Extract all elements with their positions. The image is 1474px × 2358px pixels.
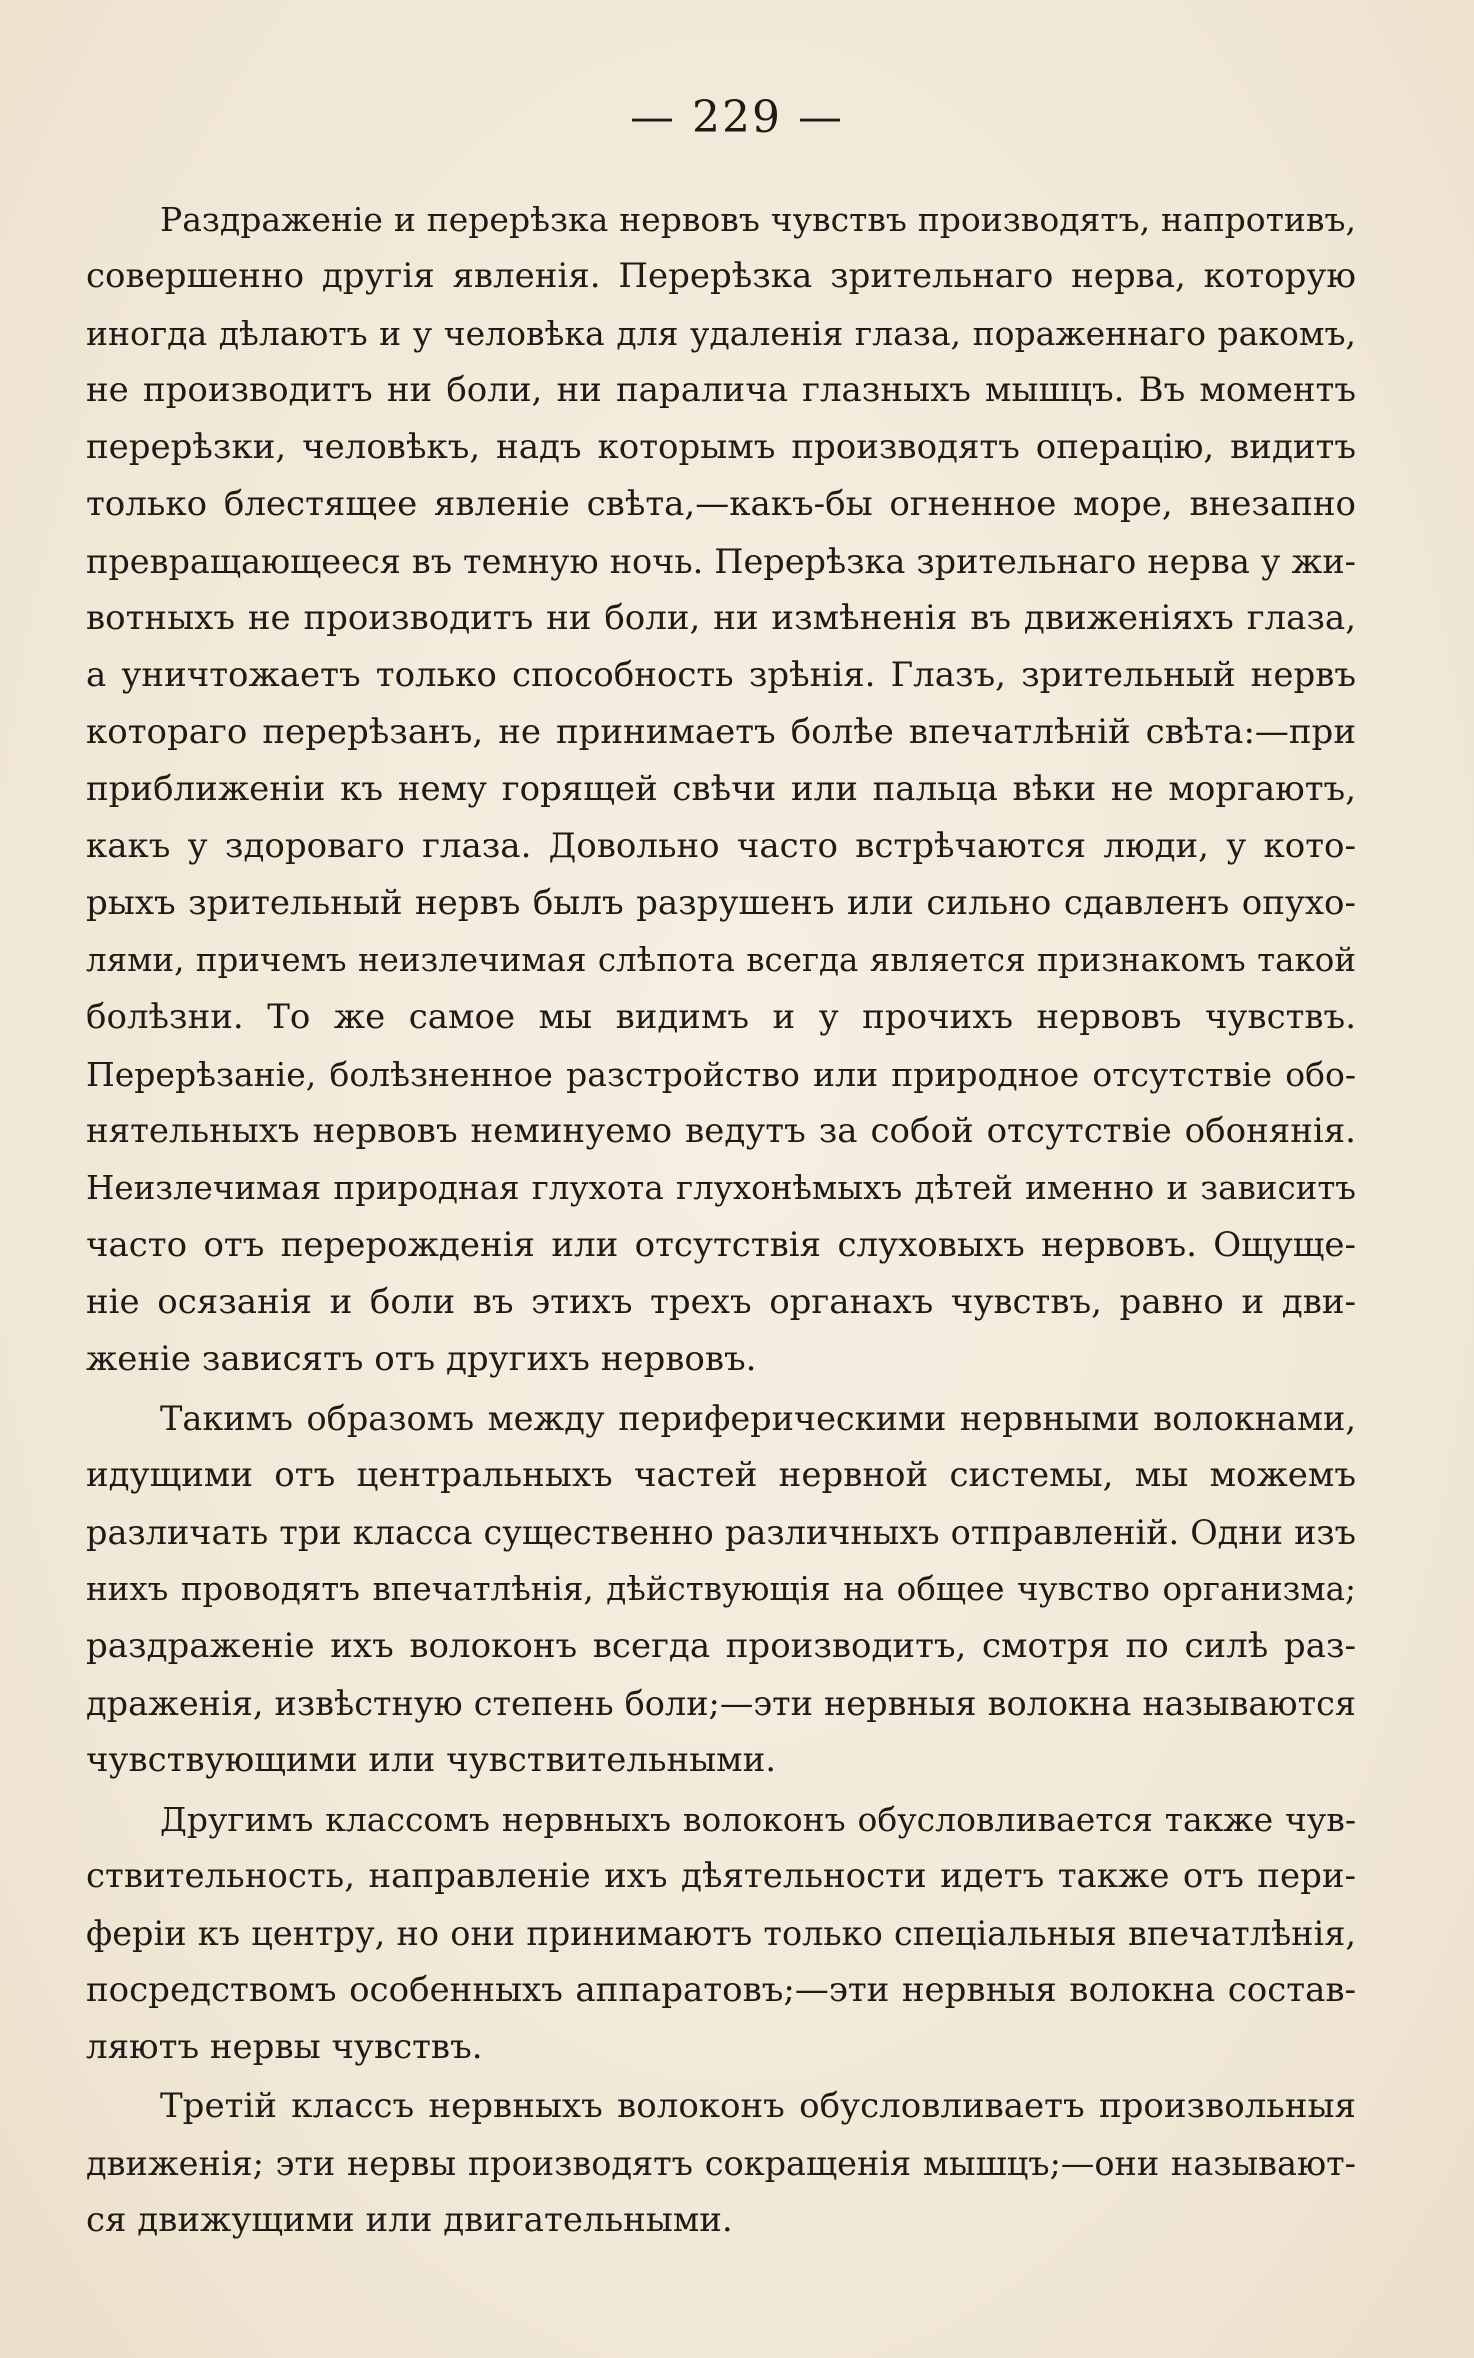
text-line: совершенно другія явленія. Перерѣзка зрительнаго нерва, которую xyxy=(86,256,1356,296)
text-line: приближеніи къ нему горящей свѣчи или пальца вѣки не моргаютъ, xyxy=(86,769,1356,809)
text-line: чувствующими или чувствительными. xyxy=(86,1740,777,1780)
text-line: Неизлечимая природная глухота глухонѣмыхъ дѣтей именно и зависитъ xyxy=(86,1169,1356,1207)
text-line: рыхъ зрительный нервъ былъ разрушенъ или сильно сдавленъ опухо- xyxy=(86,883,1356,923)
text-line: ніе осязанія и боли въ этихъ трехъ органахъ чувствъ, равно и дви- xyxy=(86,1282,1356,1322)
text-line: драженія, извѣстную степень боли;—эти нервныя волокна называются xyxy=(86,1684,1356,1723)
text-line: различать три класса существенно различныхъ отправленій. Одни изъ xyxy=(86,1513,1356,1552)
text-line: только блестящее явленіе свѣта,—какъ-бы огненное море, внезапно xyxy=(86,484,1356,524)
text-line: феріи къ центру, но они принимаютъ только спеціальныя впечатлѣнія, xyxy=(86,1914,1356,1953)
text-line: Третій классъ нервныхъ волоконъ обусловливаетъ произвольныя xyxy=(160,2086,1356,2126)
text-line: нятельныхъ нервовъ неминуемо ведутъ за собой отсутствіе обонянія. xyxy=(86,1111,1356,1151)
text-line: перерѣзки, человѣкъ, надъ которымъ производятъ операцію, видитъ xyxy=(86,427,1356,467)
text-line: болѣзни. То же самое мы видимъ и у прочихъ нервовъ чувствъ. xyxy=(86,997,1356,1037)
text-line: какъ у здороваго глаза. Довольно часто встрѣчаются люди, у кото- xyxy=(86,826,1356,866)
text-line: посредствомъ особенныхъ аппаратовъ;—эти нервныя волокна состав- xyxy=(86,1970,1356,2010)
text-line: Перерѣзаніе, болѣзненное разстройство или природное отсутствіе обо- xyxy=(86,1055,1356,1094)
text-line: Другимъ классомъ нервныхъ волоконъ обусловливается также чув- xyxy=(160,1800,1356,1839)
text-line: женіе зависятъ отъ другихъ нервовъ. xyxy=(86,1339,757,1379)
text-line: идущими отъ центральныхъ частей нервной системы, мы можемъ xyxy=(86,1455,1356,1495)
text-line: вотныхъ не производитъ ни боли, ни измѣненія въ движеніяхъ глаза, xyxy=(86,598,1356,638)
text-line: нихъ проводятъ впечатлѣнія, дѣйствующія на общее чувство организма; xyxy=(86,1570,1356,1608)
text-line: а уничтожаетъ только способность зрѣнія. Глазъ, зрительный нервъ xyxy=(86,655,1356,695)
text-line: котораго перерѣзанъ, не принимаетъ болѣе впечатлѣній свѣта:—при xyxy=(86,712,1356,752)
text-line: ляютъ нервы чувствъ. xyxy=(86,2027,483,2067)
text-line: лями, причемъ неизлечимая слѣпота всегда является признакомъ такой xyxy=(86,941,1356,979)
text-line: Такимъ образомъ между периферическими нервными волокнами, xyxy=(160,1399,1356,1438)
text-line: Раздраженіе и перерѣзка нервовъ чувствъ производятъ, напротивъ, xyxy=(160,200,1356,239)
page-number: — 229 — xyxy=(630,92,844,143)
text-line: не производитъ ни боли, ни паралича глазныхъ мышцъ. Въ моментъ xyxy=(86,370,1356,410)
text-line: ствительность, направленіе ихъ дѣятельности идетъ также отъ пери- xyxy=(86,1856,1356,1896)
text-line: превращающееся въ темную ночь. Перерѣзка зрительнаго нерва у жи- xyxy=(86,542,1356,581)
text-line: движенія; эти нервы производятъ сокращенія мышцъ;—они называют- xyxy=(86,2144,1356,2183)
text-line: ся движущими или двигательными. xyxy=(86,2200,733,2240)
text-line: часто отъ перерожденія или отсутствія слуховыхъ нервовъ. Ощуще- xyxy=(86,1225,1356,1265)
text-line: иногда дѣлаютъ и у человѣка для удаленія глаза, пораженнаго ракомъ, xyxy=(86,314,1356,353)
text-line: раздраженіе ихъ волоконъ всегда производитъ, смотря по силѣ раз- xyxy=(86,1626,1356,1666)
